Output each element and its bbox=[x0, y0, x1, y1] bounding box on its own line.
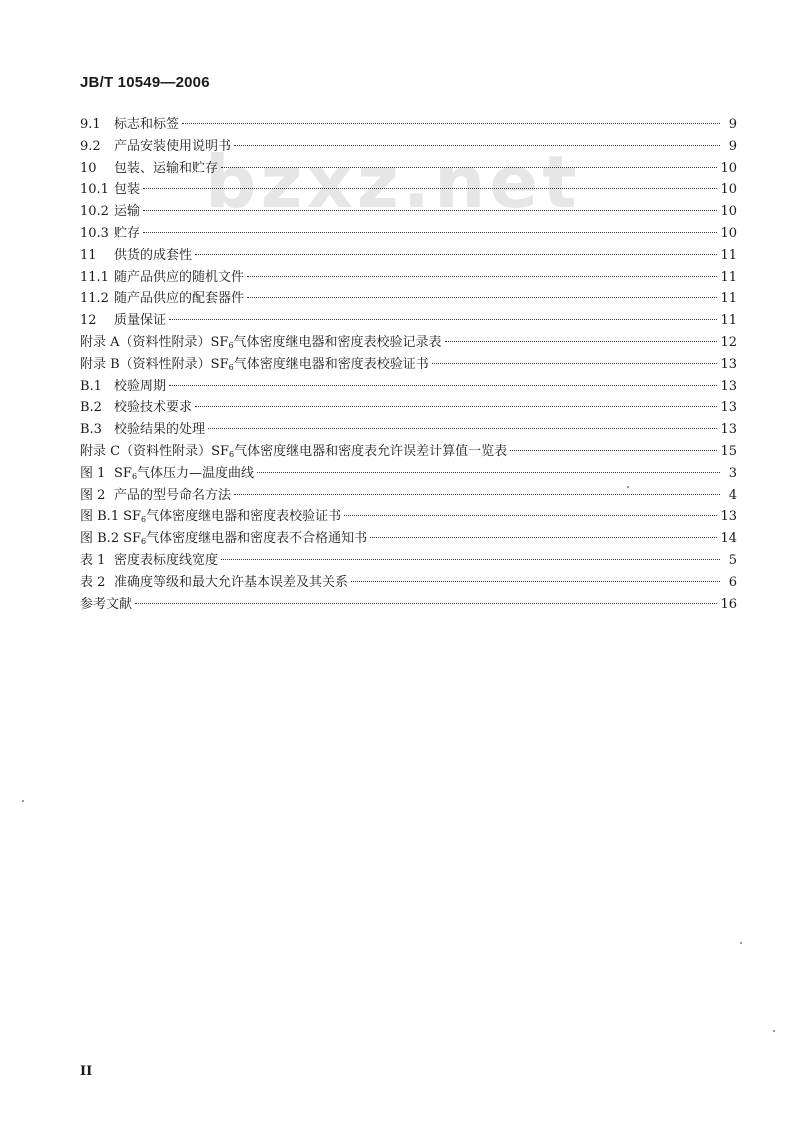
toc-entry-page: 6 bbox=[728, 574, 737, 590]
toc-leader-dots bbox=[221, 559, 720, 560]
toc-entry-title: 供货的成套性 bbox=[114, 247, 193, 263]
toc-entry-title: 标志和标签 bbox=[114, 117, 180, 132]
toc-entry-title: 产品的型号命名方法 bbox=[114, 487, 232, 503]
toc-entry[interactable] bbox=[80, 223, 737, 245]
standard-code: JB/T 10549—2006 bbox=[80, 74, 210, 91]
toc-entry-number: 10 bbox=[80, 160, 97, 176]
toc-entry-number: 表 2 bbox=[80, 574, 106, 590]
toc-leader-dots bbox=[344, 515, 717, 516]
toc-entry-title-subscript: 6 bbox=[228, 362, 234, 372]
toc-entry-title-prefix: SF bbox=[123, 531, 142, 547]
toc-entry-number: 10.1 bbox=[80, 182, 109, 198]
toc-entry-title: 随产品供应的随机文件 bbox=[114, 269, 245, 285]
toc-entry-title-prefix: 附录 C（资料性附录）SF bbox=[80, 443, 230, 459]
toc-entry-title bbox=[80, 332, 442, 354]
toc-leader-dots bbox=[234, 145, 720, 146]
toc-entry-title-subscript: 6 bbox=[229, 449, 235, 459]
toc-leader-dots bbox=[370, 537, 717, 538]
toc-entry-title-suffix: 气体密度继电器和密度表校验证书 bbox=[146, 509, 342, 525]
toc-leader-dots bbox=[445, 341, 718, 342]
page-number: II bbox=[80, 1064, 93, 1079]
toc-entry-page: 13 bbox=[720, 378, 737, 394]
toc-leader-dots bbox=[234, 494, 720, 495]
toc-entry-number: 图 B.1 bbox=[80, 509, 120, 525]
toc-entry[interactable] bbox=[80, 594, 737, 616]
toc-entry[interactable] bbox=[80, 528, 737, 550]
toc-entry[interactable] bbox=[80, 376, 737, 398]
toc-entry-page: 11 bbox=[720, 313, 737, 329]
toc-entry-title: 质量保证 bbox=[114, 313, 167, 329]
toc-entry-page: 13 bbox=[720, 422, 737, 438]
toc-entry-title-subscript: 6 bbox=[141, 537, 147, 547]
toc-leader-dots bbox=[143, 232, 717, 233]
toc-entry-title: 校验周期 bbox=[114, 378, 167, 394]
toc-entry-title: 参考文献 bbox=[80, 596, 133, 612]
toc-entry[interactable] bbox=[80, 419, 737, 441]
toc-entry-title: 准确度等级和最大允许基本误差及其关系 bbox=[114, 574, 349, 590]
toc-entry-number: 10.3 bbox=[80, 225, 109, 241]
toc-entry-title bbox=[80, 441, 507, 463]
toc-entry-title bbox=[114, 463, 254, 485]
toc-entry[interactable] bbox=[80, 267, 737, 289]
toc-entry-page: 15 bbox=[720, 443, 737, 459]
toc-entry-title-subscript: 6 bbox=[141, 515, 147, 525]
toc-entry-page: 3 bbox=[728, 465, 737, 481]
toc-entry-title-subscript: 6 bbox=[228, 340, 234, 350]
toc-entry-title bbox=[80, 354, 429, 376]
toc-entry-title: 运输 bbox=[114, 204, 141, 220]
toc-leader-dots bbox=[169, 385, 717, 386]
toc-entry[interactable] bbox=[80, 201, 737, 223]
toc-entry-number: 图 1 bbox=[80, 465, 106, 481]
toc-entry-title-suffix: 气体密度继电器和密度表校验记录表 bbox=[233, 334, 442, 350]
toc-entry[interactable] bbox=[80, 136, 737, 158]
toc-entry-number: 9.1 bbox=[80, 117, 101, 132]
toc-entry-number: 图 B.2 bbox=[80, 531, 120, 547]
toc-entry-page: 13 bbox=[720, 400, 737, 416]
toc-leader-dots bbox=[351, 581, 720, 582]
toc-entry[interactable] bbox=[80, 158, 737, 180]
toc-entry-page: 16 bbox=[720, 596, 737, 612]
toc-entry-title: 贮存 bbox=[114, 225, 141, 241]
toc-entry-page: 10 bbox=[720, 225, 737, 241]
toc-entry-number: 11.2 bbox=[80, 291, 109, 307]
toc-entry-title: 密度表标度线宽度 bbox=[114, 552, 219, 568]
toc-entry-title: 包装 bbox=[114, 182, 141, 198]
toc-leader-dots bbox=[169, 319, 717, 320]
toc-entry[interactable] bbox=[80, 572, 737, 594]
toc-entry-number: 11 bbox=[80, 247, 97, 263]
toc-leader-dots bbox=[221, 167, 717, 168]
toc-entry[interactable] bbox=[80, 506, 737, 528]
toc-entry-number: 表 1 bbox=[80, 552, 106, 568]
toc-leader-dots bbox=[195, 406, 717, 407]
table-of-contents bbox=[80, 114, 737, 615]
toc-entry-page: 13 bbox=[720, 356, 737, 372]
toc-entry-page: 11 bbox=[720, 247, 737, 263]
toc-entry-title: 随产品供应的配套器件 bbox=[114, 291, 245, 307]
toc-entry-page: 9 bbox=[728, 117, 737, 132]
toc-entry-page: 5 bbox=[728, 552, 737, 568]
toc-entry-page: 12 bbox=[720, 334, 737, 350]
toc-entry-title bbox=[123, 506, 341, 528]
toc-entry[interactable] bbox=[80, 550, 737, 572]
toc-entry-title: 校验结果的处理 bbox=[114, 422, 206, 438]
toc-leader-dots bbox=[257, 472, 720, 473]
scan-speck bbox=[22, 800, 24, 802]
toc-entry-page: 10 bbox=[720, 160, 737, 176]
toc-entry-title-prefix: SF bbox=[114, 465, 132, 481]
toc-leader-dots bbox=[143, 210, 717, 211]
toc-entry-title-suffix: 气体密度继电器和密度表校验证书 bbox=[233, 356, 429, 372]
toc-leader-dots bbox=[247, 276, 717, 277]
toc-entry-title-subscript: 6 bbox=[131, 471, 138, 481]
toc-entry-page: 9 bbox=[728, 138, 737, 154]
toc-entry-title bbox=[123, 528, 367, 550]
toc-entry[interactable] bbox=[80, 245, 737, 267]
toc-entry-page: 10 bbox=[720, 182, 737, 198]
toc-entry[interactable] bbox=[80, 310, 737, 332]
toc-entry-title-suffix: 气体密度继电器和密度表不合格通知书 bbox=[146, 531, 368, 547]
toc-entry-number: 10.2 bbox=[80, 204, 109, 220]
toc-entry[interactable] bbox=[80, 485, 737, 507]
toc-entry-title: 包装、运输和贮存 bbox=[114, 160, 219, 176]
toc-entry[interactable] bbox=[80, 114, 737, 136]
toc-entry-number: 9.2 bbox=[80, 138, 101, 154]
toc-leader-dots bbox=[143, 188, 717, 189]
toc-entry-title-prefix: SF bbox=[123, 509, 142, 525]
toc-leader-dots bbox=[182, 123, 720, 124]
toc-entry[interactable] bbox=[80, 463, 737, 485]
watermark: bzxz.net bbox=[205, 140, 581, 224]
toc-entry-page: 11 bbox=[720, 291, 737, 307]
toc-entry-page: 14 bbox=[720, 531, 737, 547]
scan-speck bbox=[773, 1030, 775, 1032]
toc-entry[interactable] bbox=[80, 332, 737, 354]
scan-speck bbox=[740, 942, 742, 944]
toc-entry-number: B.1 bbox=[80, 378, 102, 394]
toc-entry-page: 10 bbox=[720, 204, 737, 220]
toc-leader-dots bbox=[135, 603, 717, 604]
toc-entry-number: B.3 bbox=[80, 422, 102, 438]
toc-leader-dots bbox=[247, 297, 717, 298]
toc-entry[interactable] bbox=[80, 179, 737, 201]
toc-leader-dots bbox=[208, 428, 717, 429]
toc-leader-dots bbox=[195, 254, 717, 255]
toc-entry-title-suffix: 气体密度继电器和密度表允许误差计算值一览表 bbox=[234, 443, 508, 459]
toc-entry-page: 13 bbox=[720, 509, 737, 525]
toc-entry-title-prefix: 附录 A（资料性附录）SF bbox=[80, 334, 229, 350]
toc-entry-title-prefix: 附录 B（资料性附录）SF bbox=[80, 356, 229, 372]
toc-entry-number: 11.1 bbox=[80, 269, 109, 285]
toc-entry-title-suffix: 气体压力—温度曲线 bbox=[137, 465, 255, 481]
toc-entry[interactable] bbox=[80, 441, 737, 463]
toc-entry-number: 图 2 bbox=[80, 487, 106, 503]
toc-entry-page: 4 bbox=[728, 487, 737, 503]
toc-leader-dots bbox=[510, 450, 717, 451]
toc-entry-number: B.2 bbox=[80, 400, 102, 416]
toc-entry-number: 12 bbox=[80, 313, 97, 329]
toc-entry[interactable] bbox=[80, 354, 737, 376]
toc-entry-title: 校验技术要求 bbox=[114, 400, 193, 416]
toc-entry[interactable] bbox=[80, 288, 737, 310]
toc-entry[interactable] bbox=[80, 397, 737, 419]
toc-entry-page: 11 bbox=[720, 269, 737, 285]
toc-leader-dots bbox=[432, 363, 718, 364]
toc-entry-title: 产品安装使用说明书 bbox=[114, 138, 232, 154]
